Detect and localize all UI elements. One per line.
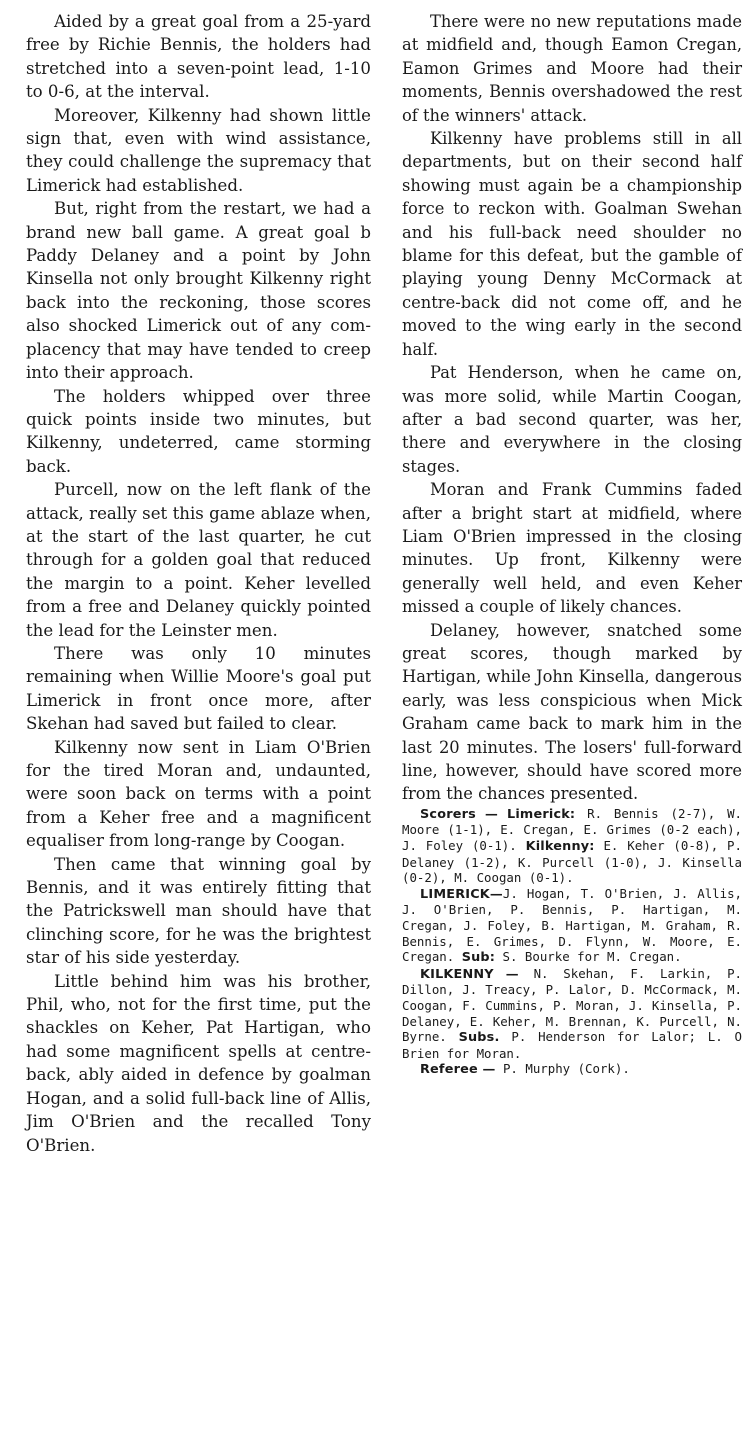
- referee-line: [402, 1061, 742, 1078]
- paragraph: Moreover, Kilkenny had shown little sign that, even with wind assistance, they could challenge the supremacy that Limerick had established.: [26, 105, 371, 195]
- kilkenny-team-label: KILKENNY —: [420, 966, 519, 982]
- scorers-label: Scorers — Limerick:: [420, 806, 576, 822]
- limerick-team-label: LIMERICK—: [420, 886, 503, 902]
- paragraph: The holders whipped over three quick points inside two minutes, but Kilkenny, undeterred, came storming back.: [26, 386, 371, 476]
- paragraph: Pat Henderson, when he came on, was more solid, while Martin Coogan, after a bad second quarter, was her, there and everywhere in the closing stages.: [402, 363, 742, 476]
- paragraph: But, right from the restart, we had a brand new ball game. A great goal b Paddy Delaney and a point by John Kinsella not only brought Kilkenny right back into the reckoning, those scores also shocked Limerick out of any complacency that may have tended to creep into their approach.: [26, 199, 371, 383]
- limerick-subs-label: Sub:: [461, 950, 496, 966]
- limerick-scorers: R. Bennis (2-7), W. Moore (1-1), E. Cregan, E. Grimes (0-2 each), J. Foley (0-1).: [402, 805, 743, 853]
- paragraph: Little behind him was his brother, Phil, who, not for the first time, put the shackles on Keher, Pat Hartigan, who had some magnificent spells at centre-back, ably aided in defence by goalman Hogan, and a solid full-back line of Allis, Jim O'Brien and the recalled Tony O'Brien.: [26, 971, 371, 1155]
- scorers-block: [402, 806, 742, 886]
- kilkenny-lineup: [402, 966, 742, 1062]
- limerick-lineup: [402, 886, 742, 966]
- paragraph: Aided by a great goal from a 25-yard free by Richie Bennis, the holders had stretched into a seven-point lead, 1-10 to 0-6, at the interval.: [26, 12, 371, 102]
- left-column: [26, 10, 371, 1157]
- paragraph: There was only 10 minutes remaining when Willie Moore's goal put Limerick in front once more, after Skehan had saved but failed to clear.: [26, 643, 371, 734]
- kilkenny-subs-label: Subs.: [458, 1030, 500, 1046]
- referee-name: P. Murphy (Cork).: [495, 1061, 630, 1077]
- referee-label: Referee —: [420, 1062, 496, 1078]
- limerick-subs: S. Bourke for M. Cregan.: [495, 949, 682, 965]
- paragraph: Kilkenny have problems still in all departments, but on their second half showing must again be a championship force to reckon with. Goalman Swehan and his full-back need shoulder no blame for this defeat, but the gamble of playing young Denny McCormack at centre-back did not come off, and he moved to the wing early in the second half.: [402, 129, 742, 359]
- paragraph: There were no new reputations made at midfield and, though Eamon Cregan, Eamon Grimes and Moore had their moments, Bennis overshadowed the rest of the winners' attack.: [402, 12, 742, 125]
- paragraph: Kilkenny now sent in Liam O'Brien for the tired Moran and, undaunted, were soon back on terms with a point from a Keher free and a magnificent equaliser from long-range by Coogan.: [26, 737, 371, 851]
- kilkenny-team-players: N. Skehan, F. Larkin, P. Dillon, J. Treacy, P. Lalor, D. McCormack, M. Coogan, F. Cummins, P. Moran, J. Kinsella, P. Delaney, E. Keher, M. Brennan, K. Purcell, N. Byrne.: [402, 965, 742, 1045]
- paragraph: Then came that winning goal by Bennis, and it was entirely fitting that the Patrickswell man should have that clinching score, for he was the brightest star of his side yesterday.: [26, 854, 371, 968]
- paragraph: Moran and Frank Cummins faded after a bright start at midfield, where Liam O'Brien impressed in the closing minutes. Up front, Kilkenny were generally well held, and even Keher missed a couple of likely chances.: [402, 480, 742, 617]
- paragraph: Purcell, now on the left flank of the attack, really set this game ablaze when, at the start of the last quarter, he cut through for a golden goal that reduced the margin to a point. Keher levelled from a free and Delaney quickly pointed the lead for the Leinster men.: [26, 480, 371, 640]
- paragraph: Delaney, however, snatched some great scores, though marked by Hartigan, while John Kinsella, dangerous early, was less conspicious when Mick Graham came back to mark him in the last 20 minutes. The losers' full-forward line, however, should have scored more from the chances presented.: [402, 620, 742, 804]
- kilkenny-subs: P. Henderson for Lalor; L. O Brien for Moran.: [402, 1029, 742, 1061]
- kilkenny-scorers: E. Keher (0-8), P. Delaney (1-2), K. Purcell (1-0), J. Kinsella (0-2), M. Coogan (0-1).: [402, 838, 742, 886]
- right-column: [402, 10, 742, 1078]
- limerick-team-players: J. Hogan, T. O'Brien, J. Allis, J. O'Brien, P. Bennis, P. Hartigan, M. Cregan, J. Foley, B. Hartigan, M. Graham, R. Bennis, E. Grimes, D. Flynn, W. Moore, E. Cregan.: [402, 885, 742, 965]
- kilkenny-scorers-label: Kilkenny:: [525, 839, 595, 854]
